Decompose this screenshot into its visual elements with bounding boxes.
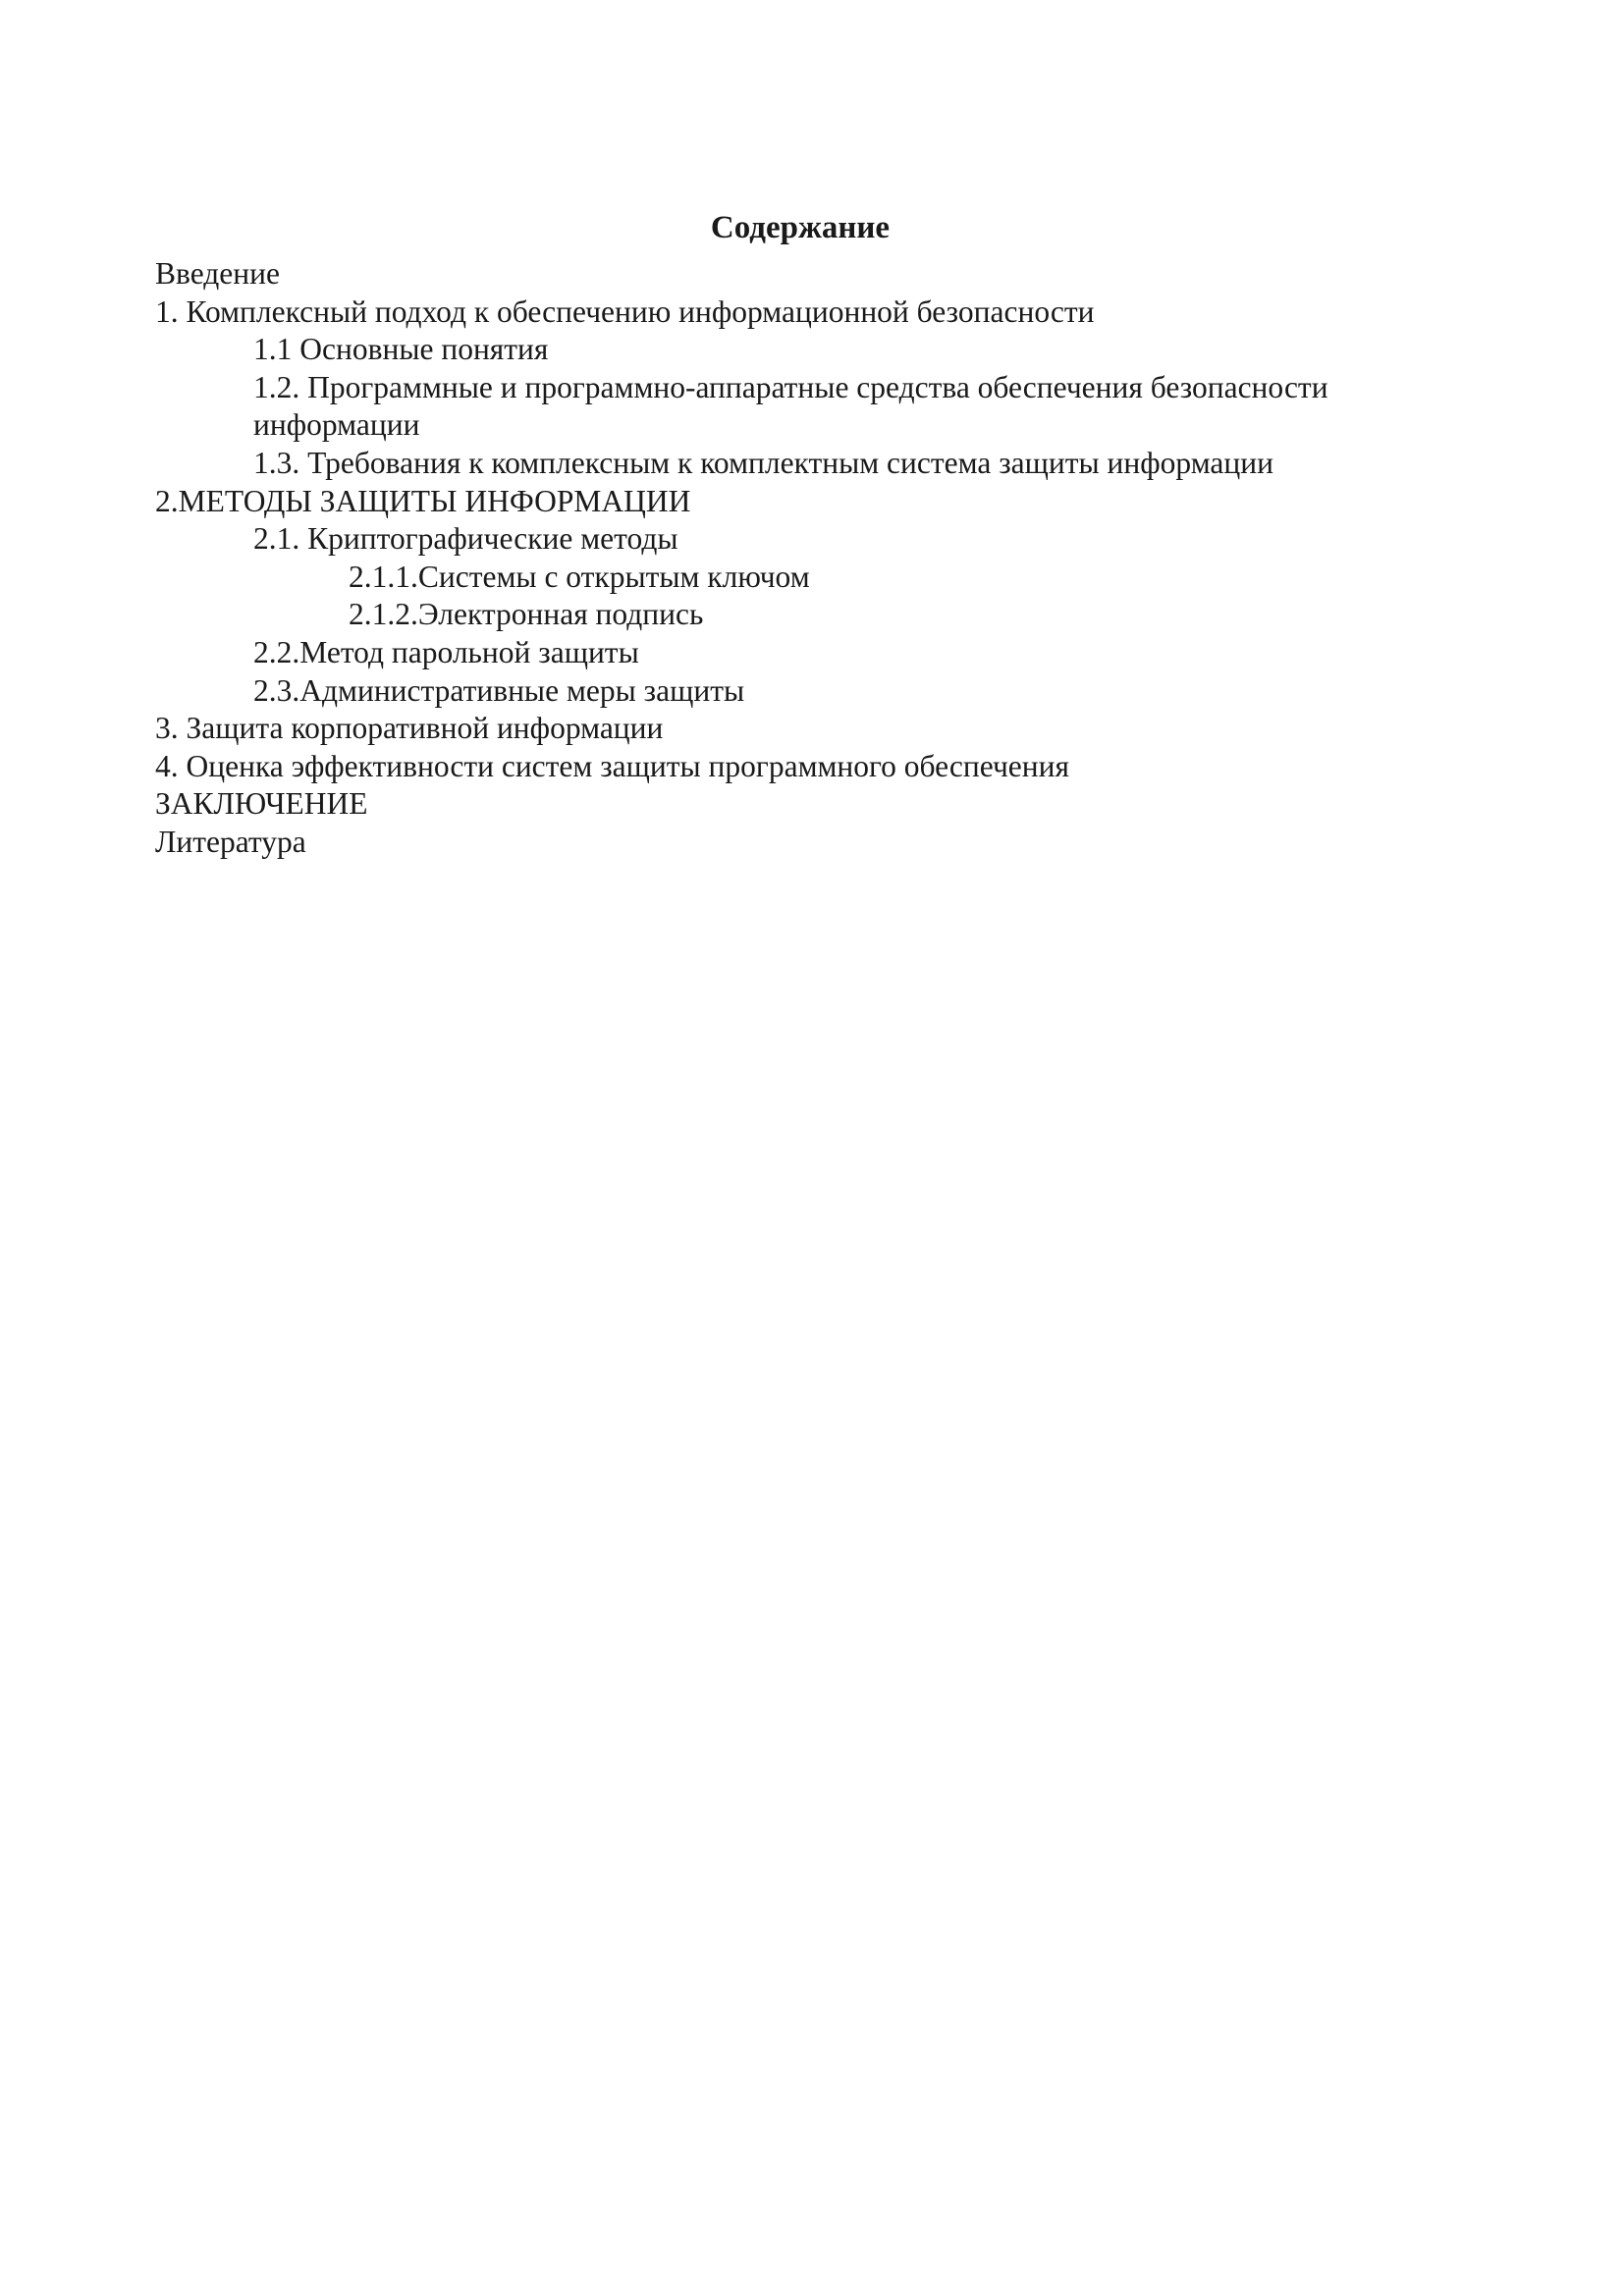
toc-item-section-2: 2.МЕТОДЫ ЗАЩИТЫ ИНФОРМАЦИИ <box>155 483 691 518</box>
toc-item-section-4: 4. Оценка эффективности систем защиты программного обеспечения <box>155 748 1069 783</box>
toc-item-section-2-2: 2.2.Метод парольной защиты <box>253 634 639 669</box>
toc-item-section-2-1-1: 2.1.1.Системы с открытым ключом <box>349 559 810 594</box>
toc-item-conclusion: ЗАКЛЮЧЕНИЕ <box>155 786 368 822</box>
toc-item-section-2-1: 2.1. Криптографические методы <box>253 521 678 557</box>
toc-item-literature: Литература <box>155 824 306 859</box>
toc-item-section-1-1: 1.1 Основные понятия <box>253 332 549 367</box>
toc-item-section-2-1-2: 2.1.2.Электронная подпись <box>349 597 704 632</box>
toc-item-introduction: Введение <box>155 256 280 291</box>
toc-item-section-2-3: 2.3.Административные меры защиты <box>253 672 745 708</box>
toc-item-section-1: 1. Комплексный подход к обеспечению информационной безопасности <box>155 294 1095 329</box>
toc-item-section-1-2: 1.2. Программные и программно-аппаратные средства обеспечения безопасности информации <box>253 369 1328 443</box>
table-of-contents <box>155 255 1471 862</box>
toc-item-section-1-3: 1.3. Требования к комплексным к комплектным система защиты информации <box>253 445 1273 480</box>
page-title: Содержание <box>710 210 891 245</box>
toc-item-section-3: 3. Защита корпоративной информации <box>155 711 664 746</box>
